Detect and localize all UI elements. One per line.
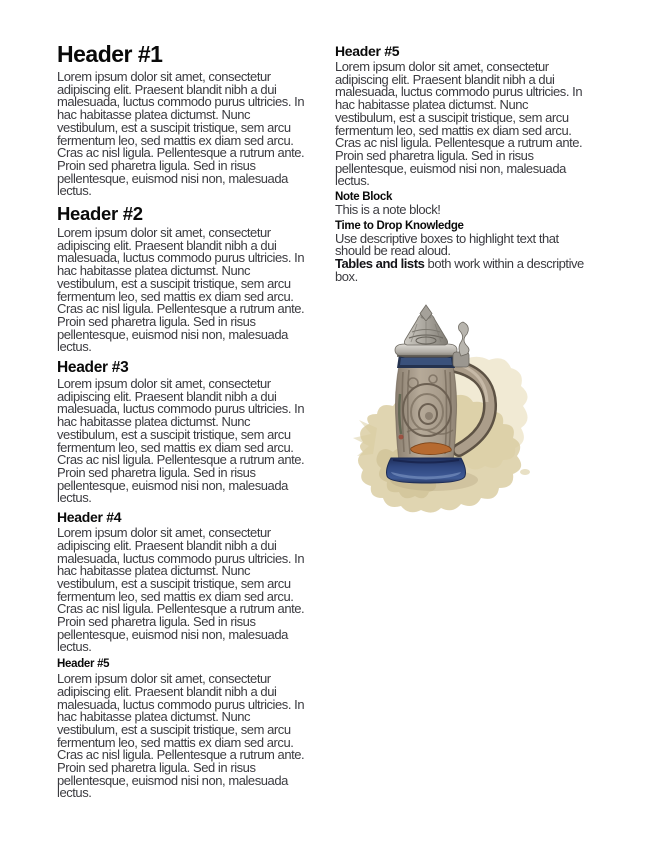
section-paragraph-5: Lorem ipsum dolor sit amet, consectetur adipiscing elit. Praesent blandit nibh a dui malesuada, luctus commodo purus ultricies. In hac habitasse platea dictumst. Nunc vestibulum, est a suscipit tristique, sem arcu fermentum leo, sed mattis ex diam sed arcu. Cras ac nisl ligula. Pellentesque a rutrum ante. Proin sed pharetra ligula. Sed in risus pellentesque, euismod nisi non, malesuada lectus. — [57, 671, 305, 801]
right-column — [335, 42, 588, 800]
tables-lists-bold: Tables and lists — [335, 256, 425, 272]
knowledge-text: Use descriptive boxes to highlight text that should be read aloud. — [335, 230, 559, 259]
beer-stein-watercolor-image — [349, 302, 611, 520]
tables-lists-text: Tables and lists both work within a descriptive box. — [335, 256, 584, 284]
note-block — [335, 191, 588, 284]
stein-base — [387, 458, 466, 483]
section-header-1: Header #1 — [57, 41, 163, 67]
section-header-5-right: Header #5 — [335, 43, 400, 59]
note-block-text: This is a note block! — [335, 202, 441, 218]
section-paragraph-4: Lorem ipsum dolor sit amet, consectetur adipiscing elit. Praesent blandit nibh a dui malesuada, luctus commodo purus ultricies. In hac habitasse platea dictumst. Nunc vestibulum, est a suscipit tristique, sem arcu fermentum leo, sed mattis ex diam sed arcu. Cras ac nisl ligula. Pellentesque a rutrum ante. Proin sed pharetra ligula. Sed in risus pellentesque, euismod nisi non, malesuada lectus. — [57, 525, 305, 655]
stein-thumb-lever — [453, 322, 469, 367]
splash-speck — [520, 469, 530, 475]
section-header-2: Header #2 — [57, 203, 143, 225]
left-column — [57, 42, 307, 800]
stein-lid-cone — [404, 305, 447, 345]
stein-lid-rim — [395, 344, 457, 357]
stein-red-dot — [399, 434, 404, 439]
beer-stein-figure — [349, 302, 611, 520]
section-header-5: Header #5 — [57, 658, 110, 671]
section-paragraph-1: Lorem ipsum dolor sit amet, consectetur adipiscing elit. Praesent blandit nibh a dui malesuada, luctus commodo purus ultricies. In hac habitasse platea dictumst. Nunc vestibulum, est a suscipit tristique, sem arcu fermentum leo, sed mattis ex diam sed arcu. Cras ac nisl ligula. Pellentesque a rutrum ante. Proin sed pharetra ligula. Sed in risus pellentesque, euismod nisi non, malesuada lectus. — [57, 69, 305, 199]
section-header-3: Header #3 — [57, 359, 129, 377]
section-header-4: Header #4 — [57, 509, 122, 526]
section-paragraph-2: Lorem ipsum dolor sit amet, consectetur adipiscing elit. Praesent blandit nibh a dui malesuada, luctus commodo purus ultricies. In hac habitasse platea dictumst. Nunc vestibulum, est a suscipit tristique, sem arcu fermentum leo, sed mattis ex diam sed arcu. Cras ac nisl ligula. Pellentesque a rutrum ante. Proin sed pharetra ligula. Sed in risus pellentesque, euismod nisi non, malesuada lectus. — [57, 225, 305, 355]
stein-body — [395, 366, 456, 460]
knowledge-heading: Time to Drop Knowledge — [335, 219, 464, 232]
note-block-heading: Note Block — [335, 191, 393, 204]
section-paragraph-3: Lorem ipsum dolor sit amet, consectetur adipiscing elit. Praesent blandit nibh a dui malesuada, luctus commodo purus ultricies. In hac habitasse platea dictumst. Nunc vestibulum, est a suscipit tristique, sem arcu fermentum leo, sed mattis ex diam sed arcu. Cras ac nisl ligula. Pellentesque a rutrum ante. Proin sed pharetra ligula. Sed in risus pellentesque, euismod nisi non, malesuada lectus. — [57, 376, 305, 506]
section-paragraph-5-right: Lorem ipsum dolor sit amet, consectetur adipiscing elit. Praesent blandit nibh a dui malesuada, luctus commodo purus ultricies. In hac habitasse platea dictumst. Nunc vestibulum, est a suscipit tristique, sem arcu fermentum leo, sed mattis ex diam sed arcu. Cras ac nisl ligula. Pellentesque a rutrum ante. Proin sed pharetra ligula. Sed in risus pellentesque, euismod nisi non, malesuada lectus. — [335, 59, 583, 189]
two-column-layout — [57, 42, 588, 800]
